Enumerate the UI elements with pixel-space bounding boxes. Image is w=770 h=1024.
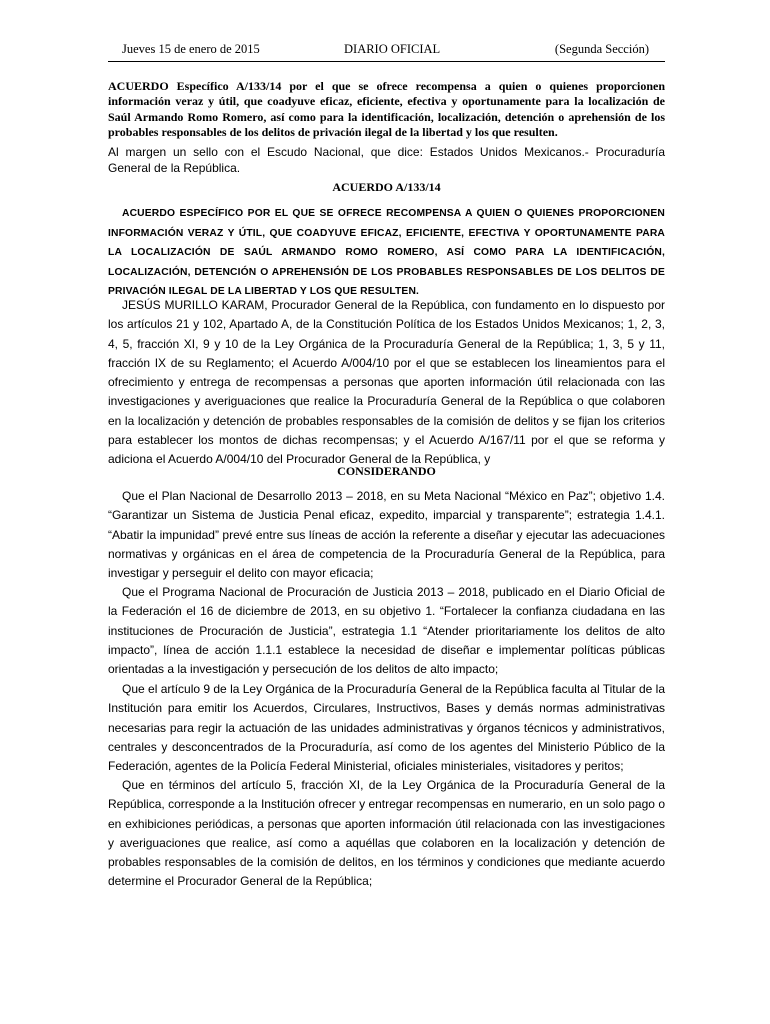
considerando-paragraph: Que el artículo 9 de la Ley Orgánica de la Procuraduría General de la República faculta al Titular de la Institución para emitir los Acuerdos, Circulares, Instructivos, Bases y demás normas administrativas necesarias para regir la actuación de las unidades administrativas y órganos técnicos y administrativos, centrales y desconcentrados de la Procuraduría, así como de los agentes del Ministerio Público de la Federación, agentes de la Policía Federal Ministerial, oficiales ministeriales, visitadores y peritos; (108, 682, 665, 774)
considerando-paragraph: Que el Programa Nacional de Procuración de Justicia 2013 – 2018, publicado en el Diario Oficial de la Federación el 16 de diciembre de 2013, en su objetivo 1. “Fortalecer la confianza ciudadana en las instituciones de Procuración de Justicia”, estrategia 1.1 “Atender prioritariamente los delitos de alto impacto”, línea de acción 1.1.1 establece la necesidad de diseñar e implementar políticas públicas orientadas a la investigación y persecución de los delitos de alto impacto; (108, 585, 665, 677)
document-title: ACUERDO Específico A/133/14 por el que se ofrece recompensa a quien o quienes proporcionen información veraz y útil, que coadyuve eficaz, eficiente, efectiva y oportunamente para la localización de Saúl Armando Romo Romero, así como para la identificación, localización, detención o aprehensión de los probables responsables de los delitos de privación ilegal de la libertad y los que resulten. (108, 79, 665, 140)
header-date: Jueves 15 de enero de 2015 (122, 42, 260, 56)
considerando-paragraph: Que en términos del artículo 5, fracción XI, de la Ley Orgánica de la Procuraduría General de la República, corresponde a la Institución ofrecer y entregar recompensas en numerario, en un solo pago o en exhibiciones periódicas, a personas que aporten información útil relacionada con las investigaciones y averiguaciones que realice, así como a aquéllas que colaboren en la localización y detención de probables responsables de la comisión de delitos, en los términos y condiciones que mediante acuerdo determine el Procurador General de la República; (108, 778, 665, 889)
margin-note: Al margen un sello con el Escudo Nacional, que dice: Estados Unidos Mexicanos.- Procuraduría General de la República. (108, 145, 665, 175)
caps-heading: ACUERDO ESPECÍFICO POR EL QUE SE OFRECE RECOMPENSA A QUIEN O QUIENES PROPORCIONEN INFORMACIÓN VERAZ Y ÚTIL, QUE COADYUVE EFICAZ, EFICIENTE, EFECTIVA Y OPORTUNAMENTE PARA LA LOCALIZACIÓN DE SAÚL ARMANDO ROMO ROMERO, ASÍ COMO PARA LA IDENTIFICACIÓN, LOCALIZACIÓN, DETENCIÓN O APREHENSIÓN DE LOS PROBABLES RESPONSABLES DE LOS DELITOS DE PRIVACIÓN ILEGAL DE LA LIBERTAD Y LOS QUE RESULTEN. (108, 208, 665, 298)
acuerdo-number: ACUERDO A/133/14 (332, 180, 441, 194)
header-section: (Segunda Sección) (554, 42, 649, 56)
considerando-paragraph: Que el Plan Nacional de Desarrollo 2013 – 2018, en su Meta Nacional “México en Paz”; objetivo 1.4. “Garantizar un Sistema de Justicia Penal eficaz, expedito, imparcial y transparente”; estrategia 1.4.1. “Abatir la impunidad” prevé entre sus líneas de acción la referente a diseñar y ejecutar las adecuaciones normativas y orgánicas en el área de competencia de la Procuraduría General de la República, para investigar y perseguir el delito con mayor eficacia; (108, 489, 665, 581)
intro-paragraph: JESÚS MURILLO KARAM, Procurador General de la República, con fundamento en lo dispuesto por los artículos 21 y 102, Apartado A, de la Constitución Política de los Estados Unidos Mexicanos; 1, 2, 3, 4, 5, fracción XI, 9 y 10 de la Ley Orgánica de la Procuraduría General de la República; 1, 3, 5 y 11, fracción IX de su Reglamento; el Acuerdo A/004/10 por el que se establecen los lineamientos para el ofrecimiento y entrega de recompensas a personas que aporten información útil relacionada con las investigaciones y averiguaciones que realice la Procuraduría General de la República o que colaboren en la localización y detención de probables responsables de la comisión de delitos y se fijan los criterios para establecer los montos de dichas recompensas; y el Acuerdo A/167/11 por el que se reforma y adiciona el Acuerdo A/004/10 del Procurador General de la República, y (108, 298, 665, 467)
header-rule (108, 61, 665, 62)
considerando-heading: CONSIDERANDO (337, 464, 436, 478)
page-header (108, 42, 665, 60)
header-publication: DIARIO OFICIAL (344, 42, 441, 56)
